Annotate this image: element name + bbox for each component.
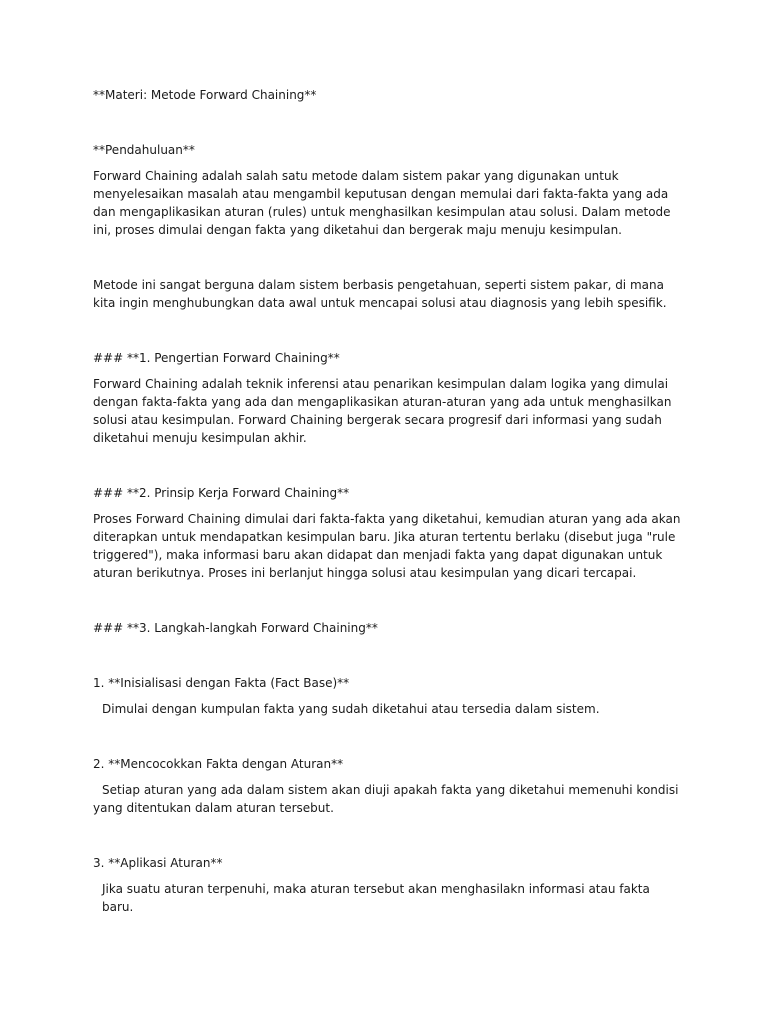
- intro-heading: **Pendahuluan**: [93, 143, 195, 157]
- step-1-title: 1. **Inisialisasi dengan Fakta (Fact Base)**: [93, 676, 350, 690]
- section-3-heading: ### **3. Langkah-langkah Forward Chaining**: [93, 621, 378, 635]
- intro-paragraph-2: Metode ini sangat berguna dalam sistem berbasis pengetahuan, seperti sistem pakar, di mana kita ingin menghubungkan data awal untuk mencapai solusi atau diagnosis yang lebih spesifik.: [93, 278, 667, 310]
- document-content: [93, 86, 683, 916]
- step-3-body: Jika suatu aturan terpenuhi, maka aturan tersebut akan menghasilakn informasi atau fakta baru.: [102, 882, 650, 914]
- step-2-title: 2. **Mencocokkan Fakta dengan Aturan**: [93, 757, 344, 771]
- step-2-body-text: Setiap aturan yang ada dalam sistem akan diuji apakah fakta yang diketahui memenuhi kondisi yang ditentukan dalam aturan tersebut.: [93, 783, 679, 815]
- section-1-heading: ### **1. Pengertian Forward Chaining**: [93, 351, 340, 365]
- section-1-paragraph: Forward Chaining adalah teknik inferensi atau penarikan kesimpulan dalam logika yang dimulai dengan fakta-fakta yang ada dan mengaplikasikan aturan-aturan yang ada untuk menghasilkan solusi atau kesimpulan. Forward Chaining bergerak secara progresif dari informasi yang sudah diketahui menuju kesimpulan akhir.: [93, 377, 672, 445]
- section-2-heading: ### **2. Prinsip Kerja Forward Chaining**: [93, 486, 350, 500]
- step-3-title: 3. **Aplikasi Aturan**: [93, 856, 223, 870]
- section-2-paragraph: Proses Forward Chaining dimulai dari fakta-fakta yang diketahui, kemudian aturan yang ada akan diterapkan untuk mendapatkan kesimpulan baru. Jika aturan tertentu berlaku (disebut juga "rule triggered"), maka informasi baru akan didapat dan menjadi fakta yang dapat digunakan untuk aturan berikutnya. Proses ini berlanjut hingga solusi atau kesimpulan yang dicari tercapai.: [93, 512, 681, 580]
- intro-paragraph-1: Forward Chaining adalah salah satu metode dalam sistem pakar yang digunakan untuk menyelesaikan masalah atau mengambil keputusan dengan memulai dari fakta-fakta yang ada dan mengaplikasikan aturan (rules) untuk menghasilkan kesimpulan atau solusi. Dalam metode ini, proses dimulai dengan fakta yang diketahui dan bergerak maju menuju kesimpulan.: [93, 169, 671, 237]
- step-2-body: [93, 781, 683, 817]
- step-1-body: Dimulai dengan kumpulan fakta yang sudah diketahui atau tersedia dalam sistem.: [102, 702, 600, 716]
- document-title: **Materi: Metode Forward Chaining**: [93, 88, 317, 102]
